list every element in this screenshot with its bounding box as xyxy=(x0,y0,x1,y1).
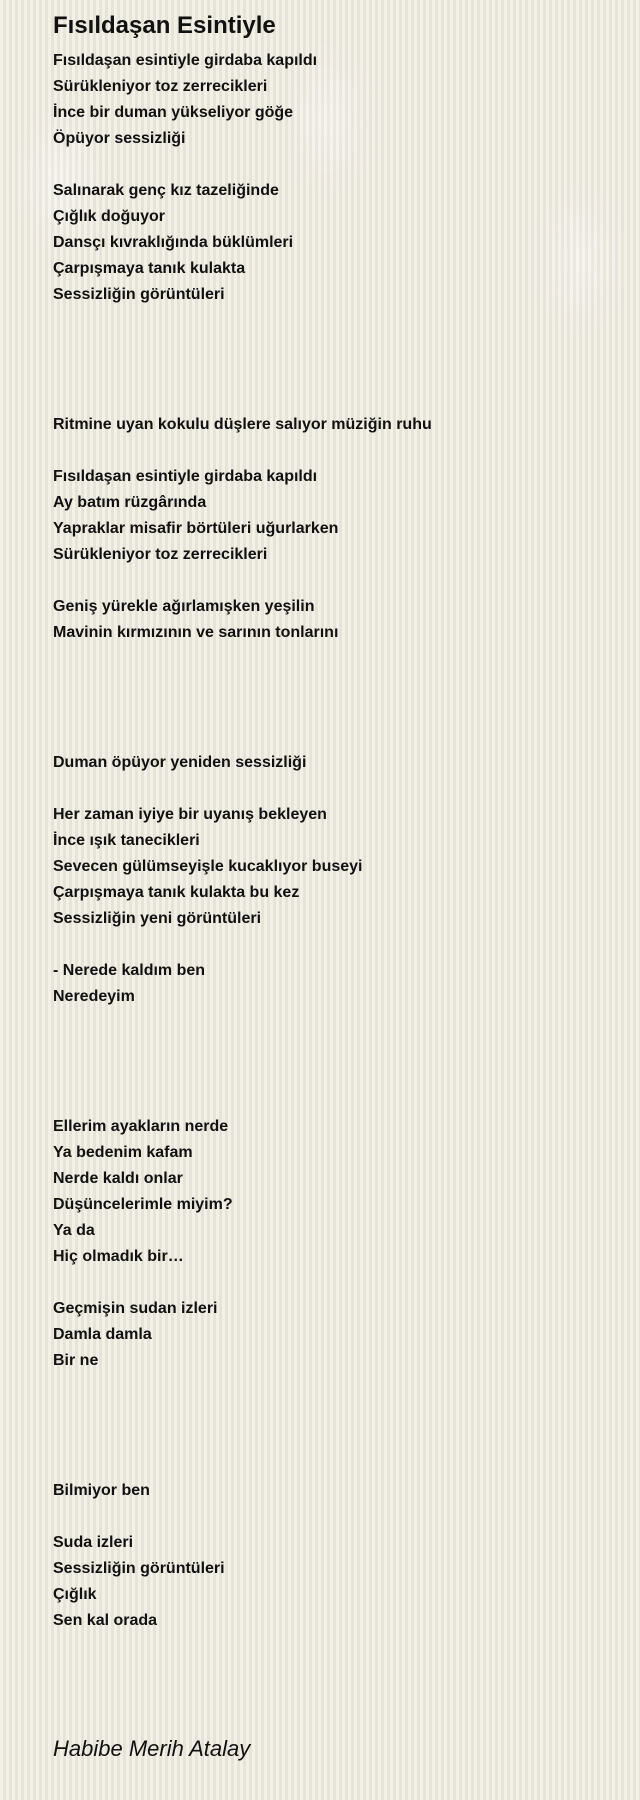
poem-stanza xyxy=(53,1296,613,1374)
poem-line: Sen kal orada xyxy=(53,1612,158,1629)
poem-section xyxy=(53,48,613,308)
poem-stanza xyxy=(53,750,613,776)
poem-stanza xyxy=(53,178,613,308)
stanza-gap xyxy=(53,1504,613,1530)
poem-line: Hiç olmadık bir… xyxy=(53,1248,184,1265)
poem-line: - Nerede kaldım ben xyxy=(53,962,206,979)
poem-line: Duman öpüyor yeniden sessizliği xyxy=(53,754,307,771)
poem-line: İnce ışık tanecikleri xyxy=(53,832,200,849)
poem-line: Çarpışmaya tanık kulakta xyxy=(53,260,246,277)
poem-stanza xyxy=(53,464,613,568)
poem-line: Bilmiyor ben xyxy=(53,1482,150,1499)
poem-line: Ay batım rüzgârında xyxy=(53,494,207,511)
poem-section xyxy=(53,750,613,1010)
poem-line: Fısıldaşan esintiyle girdaba kapıldı xyxy=(53,468,318,485)
poem-line: Suda izleri xyxy=(53,1534,134,1551)
poem-stanza xyxy=(53,412,613,438)
poem-section xyxy=(53,1478,613,1634)
stanza-gap xyxy=(53,776,613,802)
poem-line: Çığlık doğuyor xyxy=(53,208,165,225)
poem-stanza xyxy=(53,48,613,152)
poem-line: Geçmişin sudan izleri xyxy=(53,1300,218,1317)
poem-line: Ellerim ayakların nerde xyxy=(53,1118,229,1135)
stanza-gap xyxy=(53,568,613,594)
poem-line: Fısıldaşan esintiyle girdaba kapıldı xyxy=(53,52,318,69)
stanza-gap xyxy=(53,438,613,464)
poem-author: Habibe Merih Atalay xyxy=(53,1736,251,1761)
poem-line: Sürükleniyor toz zerrecikleri xyxy=(53,78,268,95)
poem-line: Öpüyor sessizliği xyxy=(53,130,186,147)
poem-line: Ya bedenim kafam xyxy=(53,1144,193,1161)
stanza-gap xyxy=(53,152,613,178)
poem-line: Damla damla xyxy=(53,1326,152,1343)
poem-line: Neredeyim xyxy=(53,988,135,1005)
poem-stanza xyxy=(53,802,613,932)
poem-line: Geniş yürekle ağırlamışken yeşilin xyxy=(53,598,315,615)
poem-line: Yapraklar misafir börtüleri uğurlarken xyxy=(53,520,339,537)
poem-stanza xyxy=(53,958,613,1010)
section-gap xyxy=(53,1010,613,1114)
poem-line: Sevecen gülümseyişle kucaklıyor buseyi xyxy=(53,858,363,875)
section-gap xyxy=(53,308,613,412)
poem-line: Sürükleniyor toz zerrecikleri xyxy=(53,546,268,563)
poem-body xyxy=(53,48,613,1634)
poem-stanza xyxy=(53,1530,613,1634)
poem-line: Mavinin kırmızının ve sarının tonlarını xyxy=(53,624,339,641)
poem-line: Sessizliğin görüntüleri xyxy=(53,286,225,303)
stanza-gap xyxy=(53,1270,613,1296)
poem-line: Sessizliğin görüntüleri xyxy=(53,1560,225,1577)
section-gap xyxy=(53,646,613,750)
poem-title: Fısıldaşan Esintiyle xyxy=(53,12,276,39)
poem-line: Bir ne xyxy=(53,1352,99,1369)
poem-line: Dansçı kıvraklığında büklümleri xyxy=(53,234,294,251)
section-gap xyxy=(53,1374,613,1478)
poem-stanza xyxy=(53,594,613,646)
poem-section xyxy=(53,1114,613,1374)
poem-line: İnce bir duman yükseliyor göğe xyxy=(53,104,294,121)
poem-line: Çığlık xyxy=(53,1586,97,1603)
poem-stanza xyxy=(53,1114,613,1270)
poem-line: Ya da xyxy=(53,1222,95,1239)
poem-section xyxy=(53,412,613,646)
poem-line: Her zaman iyiye bir uyanış bekleyen xyxy=(53,806,327,823)
poem-line: Ritmine uyan kokulu düşlere salıyor müziğin ruhu xyxy=(53,416,432,433)
poem-page xyxy=(53,10,613,1634)
stanza-gap xyxy=(53,932,613,958)
poem-line: Sessizliğin yeni görüntüleri xyxy=(53,910,262,927)
poem-line: Çarpışmaya tanık kulakta bu kez xyxy=(53,884,300,901)
poem-line: Nerde kaldı onlar xyxy=(53,1170,183,1187)
poem-stanza xyxy=(53,1478,613,1504)
poem-line: Salınarak genç kız tazeliğinde xyxy=(53,182,279,199)
poem-line: Düşüncelerimle miyim? xyxy=(53,1196,233,1213)
